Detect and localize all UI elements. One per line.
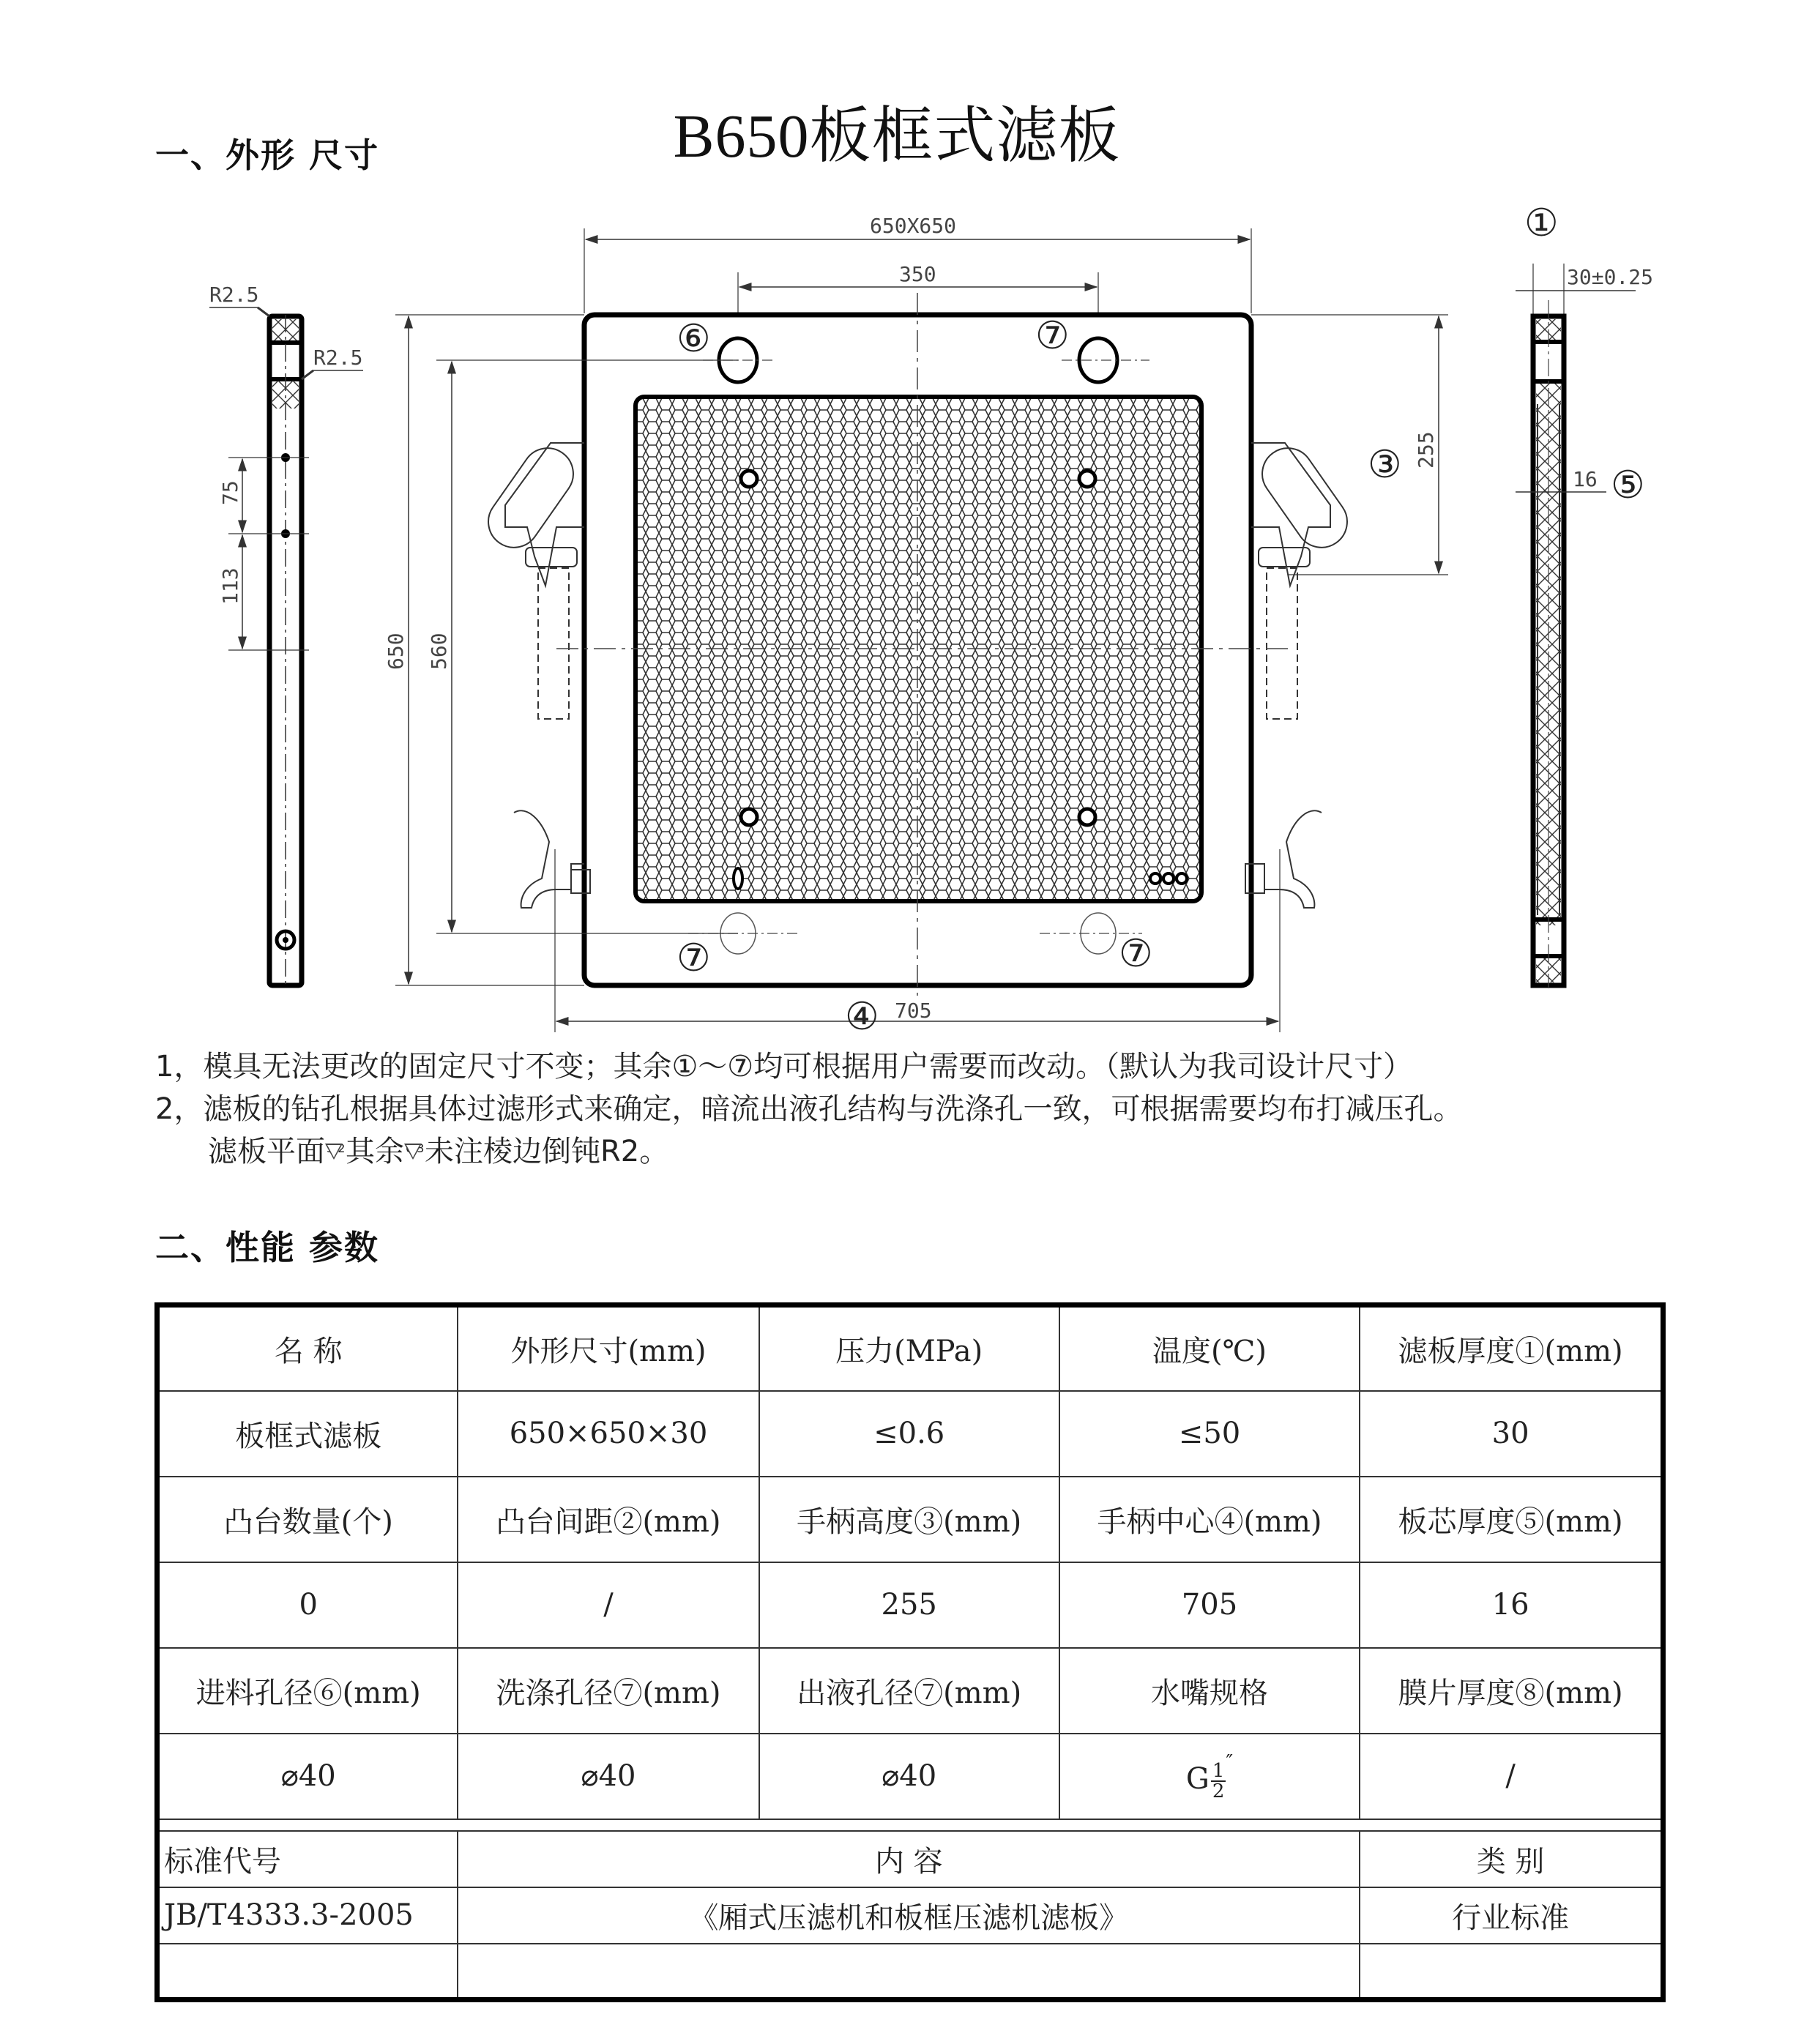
table-cell: 洗涤孔径⑦(mm) <box>458 1648 759 1734</box>
table-cell: 压力(MPa) <box>759 1305 1059 1391</box>
table-separator-row <box>157 1819 1663 1831</box>
right-side-view <box>1516 264 1636 988</box>
dim-113: 113 <box>218 567 242 605</box>
table-cell: 《厢式压滤机和板框压滤机滤板》 <box>458 1887 1360 1944</box>
dim-255: 255 <box>1414 431 1438 469</box>
table-cell: 650×650×30 <box>458 1391 759 1477</box>
table-cell: 水嘴规格 <box>1059 1648 1360 1734</box>
table-cell: 外形尺寸(mm) <box>458 1305 759 1391</box>
note-3 <box>155 1130 1462 1173</box>
table-cell: 手柄高度③(mm) <box>759 1477 1059 1562</box>
nozzle-fraction <box>1211 1761 1226 1801</box>
standard-header-row <box>157 1831 1663 1887</box>
table-cell: ≤0.6 <box>759 1391 1059 1477</box>
dim-705: 705 <box>895 999 932 1023</box>
table-cell: ⌀40 <box>157 1734 458 1819</box>
fraction-denominator: 2 <box>1212 1780 1225 1802</box>
standard-row-empty <box>157 1944 1663 2000</box>
dim-core-16: 16 <box>1573 467 1598 491</box>
table-row <box>157 1734 1663 1819</box>
note-3-part-b: 其余 <box>346 1135 404 1168</box>
nozzle-thread-prefix: G <box>1185 1762 1210 1796</box>
table-cell: 板框式滤板 <box>157 1391 458 1477</box>
dim-650x650: 650X650 <box>870 214 957 238</box>
table-cell: JB/T4333.3-2005 <box>157 1887 458 1944</box>
fraction-numerator: 1 <box>1212 1760 1225 1782</box>
table-cell: ⌀40 <box>759 1734 1059 1819</box>
document-title: B650板框式滤板 <box>673 102 1121 171</box>
table-cell: 内 容 <box>458 1831 1360 1887</box>
marker-5-core-thickness: ⑤ <box>1611 463 1645 507</box>
standard-row <box>157 1887 1663 1944</box>
dim-75: 75 <box>218 480 242 505</box>
note-3-part-a: 滤板平面 <box>208 1135 325 1168</box>
marker-7-wash-hole-top: ⑦ <box>1035 314 1070 358</box>
table-cell: / <box>1360 1734 1663 1819</box>
table-cell: 膜片厚度⑧(mm) <box>1360 1648 1663 1734</box>
notes <box>155 1045 1462 1173</box>
front-view <box>395 228 1448 1032</box>
roughness-value-2: 6.3 <box>406 1141 425 1155</box>
table-cell: 凸台数量(个) <box>157 1477 458 1562</box>
table-cell: 板芯厚度⑤(mm) <box>1360 1477 1663 1562</box>
dim-650-height: 650 <box>384 633 408 670</box>
table-cell: 滤板厚度①(mm) <box>1360 1305 1663 1391</box>
dim-r25-inner: R2.5 <box>313 346 363 370</box>
table-cell: 0 <box>157 1562 458 1648</box>
dim-560-height: 560 <box>427 633 451 670</box>
table-cell-nozzle-spec <box>1059 1734 1360 1819</box>
table-cell: 16 <box>1360 1562 1663 1648</box>
marker-6-feed-hole: ⑥ <box>677 317 711 361</box>
roughness-value-1: 3.2 <box>327 1141 346 1155</box>
table-cell <box>157 1944 458 2000</box>
table-cell: ≤50 <box>1059 1391 1360 1477</box>
table-cell: ⌀40 <box>458 1734 759 1819</box>
note-1: 1，模具无法更改的固定尺寸不变；其余①～⑦均可根据用户需要而改动。（默认为我司设计尺寸） <box>155 1050 1413 1083</box>
inch-mark: ″ <box>1226 1751 1234 1773</box>
table-cell: 名 称 <box>157 1305 458 1391</box>
roughness-symbol-icon <box>325 1133 346 1165</box>
table-row-header-3 <box>157 1648 1663 1734</box>
marker-1-thickness: ① <box>1524 201 1559 245</box>
table-cell: / <box>458 1562 759 1648</box>
table-row <box>157 1391 1663 1477</box>
spec-table <box>154 1302 1666 2002</box>
table-cell: 标准代号 <box>157 1831 458 1887</box>
marker-7-outlet-left: ⑦ <box>677 936 711 980</box>
table-row-header-2 <box>157 1477 1663 1562</box>
note-3-part-c: 未注棱边倒钝R2。 <box>425 1135 669 1168</box>
table-cell: 705 <box>1059 1562 1360 1648</box>
left-side-view <box>209 307 363 988</box>
table-cell: 温度(℃) <box>1059 1305 1360 1391</box>
table-row-header-1 <box>157 1305 1663 1391</box>
dim-r25-top: R2.5 <box>209 283 259 307</box>
marker-3-handle-height: ③ <box>1368 443 1402 487</box>
table-cell: 出液孔径⑦(mm) <box>759 1648 1059 1734</box>
table-cell: 类 别 <box>1360 1831 1663 1887</box>
marker-7-outlet-right: ⑦ <box>1119 932 1153 976</box>
table-cell <box>1360 1944 1663 2000</box>
table-cell: 255 <box>759 1562 1059 1648</box>
marker-4-handle-center: ④ <box>845 995 879 1039</box>
section-heading-performance: 二、性能 参数 <box>155 1228 380 1267</box>
table-row <box>157 1562 1663 1648</box>
table-cell: 30 <box>1360 1391 1663 1477</box>
separator-cell <box>157 1819 1663 1831</box>
dim-thickness: 30±0.25 <box>1567 265 1654 289</box>
note-2: 2，滤板的钻孔根据具体过滤形式来确定，暗流出液孔结构与洗涤孔一致，可根据需要均布打减压孔。 <box>155 1092 1463 1126</box>
roughness-symbol-icon <box>404 1133 425 1165</box>
table-cell <box>458 1944 1360 2000</box>
table-cell: 进料孔径⑥(mm) <box>157 1648 458 1734</box>
dim-350: 350 <box>899 262 936 286</box>
table-cell: 凸台间距②(mm) <box>458 1477 759 1562</box>
table-cell: 行业标准 <box>1360 1887 1663 1944</box>
table-cell: 手柄中心④(mm) <box>1059 1477 1360 1562</box>
section-heading-dimensions: 一、外形 尺寸 <box>155 135 380 175</box>
